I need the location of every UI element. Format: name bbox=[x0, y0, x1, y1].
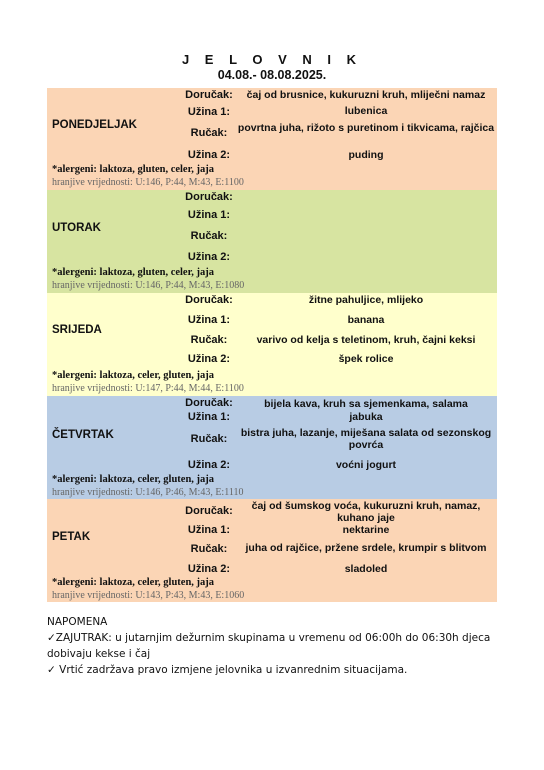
meal-label: Užina 2: bbox=[187, 353, 231, 365]
day-tuesday bbox=[47, 190, 497, 293]
meal-label: Užina 1: bbox=[187, 106, 231, 118]
day-name: PONEDJELJAK bbox=[52, 119, 137, 131]
meal-label: Užina 1: bbox=[187, 314, 231, 326]
notes-section bbox=[47, 614, 507, 678]
meal-value: špek rolice bbox=[338, 353, 394, 365]
meal-label: Ručak: bbox=[190, 334, 228, 346]
meal-value: bistra juha, lazanje, miješana salata od sezonskog povrća bbox=[240, 427, 492, 451]
allergens-note: *alergeni: laktoza, gluten, celer, jaja bbox=[52, 164, 215, 175]
meal-label: Ručak: bbox=[190, 230, 228, 242]
day-name: PETAK bbox=[52, 531, 91, 543]
allergens-note: *alergeni: laktoza, gluten, celer, jaja bbox=[52, 267, 215, 278]
meal-label: Doručak: bbox=[185, 505, 233, 517]
meal-label: Užina 1: bbox=[187, 524, 231, 536]
allergens-note: *alergeni: laktoza, celer, gluten, jaja bbox=[52, 577, 215, 588]
meal-value: jabuka bbox=[349, 411, 383, 423]
meal-label: Užina 2: bbox=[187, 459, 231, 471]
day-name: SRIJEDA bbox=[52, 324, 102, 336]
day-wednesday bbox=[47, 293, 497, 396]
meal-value: čaj od brusnice, kukuruzni kruh, mliječni namaz bbox=[246, 89, 486, 101]
meal-value: varivo od kelja s teletinom, kruh, čajni keksi bbox=[256, 334, 476, 346]
meal-label: Doručak: bbox=[185, 294, 233, 306]
nutrition-values: hranjive vrijednosti: U:147, P:44, M:44, E:1100 bbox=[52, 383, 244, 394]
day-name: ČETVRTAK bbox=[52, 429, 114, 441]
menu-title: J E L O V N I K bbox=[181, 52, 363, 67]
meal-value: voćni jogurt bbox=[335, 459, 397, 471]
nutrition-values: hranjive vrijednosti: U:143, P:43, M:43, E:1060 bbox=[52, 590, 245, 601]
meal-value: nektarine bbox=[342, 524, 390, 536]
meal-value: banana bbox=[347, 314, 385, 326]
meal-label: Ručak: bbox=[190, 543, 228, 555]
day-name: UTORAK bbox=[52, 222, 101, 234]
menu-dates: 04.08.- 08.08.2025. bbox=[217, 68, 327, 82]
notes-heading: NAPOMENA bbox=[47, 616, 108, 628]
allergens-note: *alergeni: laktoza, celer, gluten, jaja bbox=[52, 474, 215, 485]
meal-label: Užina 2: bbox=[187, 563, 231, 575]
meal-label: Doručak: bbox=[185, 397, 233, 409]
nutrition-values: hranjive vrijednosti: U:146, P:46, M:43, E:1110 bbox=[52, 487, 244, 498]
nutrition-values: hranjive vrijednosti: U:146, P:44, M:43, E:1080 bbox=[52, 280, 245, 291]
meal-value: čaj od šumskog voća, kukuruzni kruh, namaz, kuhano jaje bbox=[251, 500, 481, 524]
notes-line-breakfast: ✓ZAJUTRAK: u jutarnjim dežurnim skupinama u vremenu od 06:00h do 06:30h djeca dobivaju kekse i čaj bbox=[47, 632, 491, 660]
day-friday bbox=[47, 499, 497, 602]
meal-label: Užina 1: bbox=[187, 209, 231, 221]
day-monday bbox=[47, 88, 497, 190]
meal-value: žitne pahuljice, mlijeko bbox=[308, 294, 424, 306]
allergens-note: *alergeni: laktoza, celer, gluten, jaja bbox=[52, 370, 215, 381]
meal-label: Doručak: bbox=[185, 191, 233, 203]
notes-line-changes: ✓ Vrtić zadržava pravo izmjene jelovnika u izvanrednim situacijama. bbox=[47, 664, 408, 676]
meal-label: Ručak: bbox=[190, 433, 228, 445]
day-thursday bbox=[47, 396, 497, 499]
meal-label: Užina 2: bbox=[187, 149, 231, 161]
meal-label: Užina 2: bbox=[187, 251, 231, 263]
meal-value: puding bbox=[348, 149, 384, 161]
meal-value: povrtna juha, rižoto s puretinom i tikvicama, rajčica bbox=[237, 122, 495, 134]
meal-label: Doručak: bbox=[185, 89, 233, 101]
meal-value: juha od rajčice, pržene srdele, krumpir s blitvom bbox=[245, 542, 487, 554]
meal-value: sladoled bbox=[344, 563, 388, 575]
meal-value: lubenica bbox=[344, 105, 388, 117]
meal-label: Užina 1: bbox=[187, 411, 231, 423]
meal-value: bijela kava, kruh sa sjemenkama, salama bbox=[264, 398, 468, 410]
meal-label: Ručak: bbox=[190, 127, 228, 139]
nutrition-values: hranjive vrijednosti: U:146, P:44, M:43, E:1100 bbox=[52, 177, 244, 188]
